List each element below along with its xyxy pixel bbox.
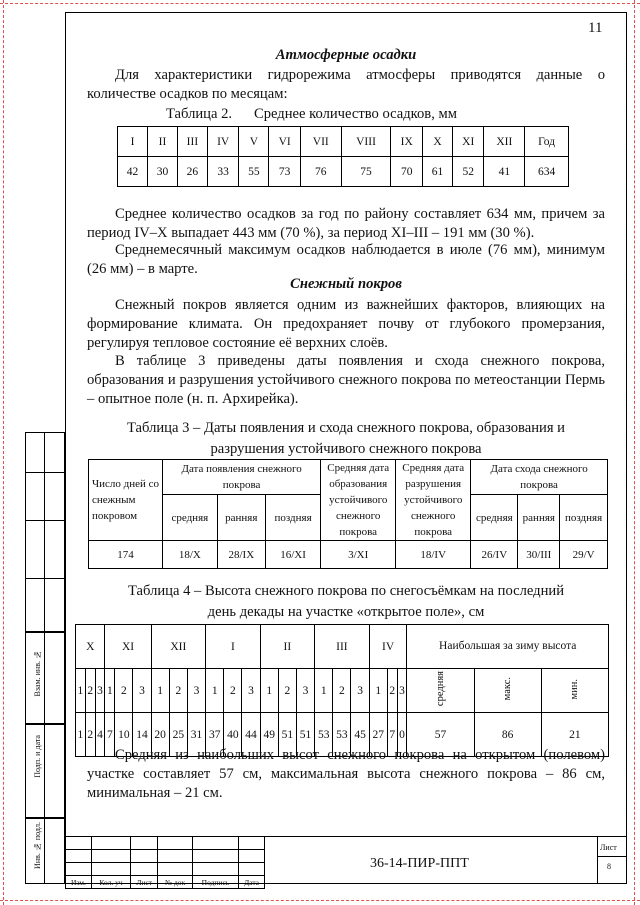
month-cell: I: [118, 127, 148, 157]
dashed-border-bottom: [0, 900, 640, 901]
tb-col-label: Кол. уч: [91, 876, 130, 889]
t4-decade: 2: [115, 669, 133, 713]
t3-sub: поздняя: [265, 495, 320, 541]
precip-para2: Среднемесячный максимум осадков наблюдается в июле (76 мм), минимум (26 мм) – в марте.: [87, 242, 605, 277]
t3-cell: 174: [89, 541, 163, 569]
t4-value: 14: [133, 713, 151, 757]
t4-value: 0: [397, 713, 407, 757]
snow-para1: Снежный покров является одним из важнейших факторов, влияющих на формирование климата. Он предохраняет почву от глубокого промерзания, регулируя тепловое состояние её верхних слоёв.: [87, 297, 605, 351]
snow-para2: В таблице 3 приведены даты появления и схода снежного покрова, образования и разрушения устойчивого снежного покрова по метеостанции Пермь – опытное поле (н. п. Архирейка).: [87, 353, 605, 407]
dashed-border-top: [0, 3, 640, 4]
side-rule: [25, 578, 65, 579]
t4-value: 44: [242, 713, 260, 757]
t4-decade: 2: [169, 669, 187, 713]
t3-cell: 18/X: [163, 541, 218, 569]
t3-data-row: [89, 541, 608, 569]
value-cell: 73: [269, 157, 301, 187]
table4-caption-line1: Таблица 4 – Высота снежного покрова по снегосъёмкам на последний: [127, 583, 565, 599]
t4-decade: 3: [351, 669, 369, 713]
side-label-replace: Взам. инв. №: [33, 650, 42, 697]
t4-decade: 1: [260, 669, 278, 713]
t4-largest-header: Наибольшая за зиму высота: [407, 625, 609, 669]
t3-sub: ранняя: [217, 495, 265, 541]
sheet-number: 8: [607, 862, 611, 871]
t4-decade: 3: [242, 669, 260, 713]
t4-month: XI: [105, 625, 151, 669]
t4-months-row: [76, 625, 609, 669]
t4-decade: 2: [278, 669, 296, 713]
t4-value: 25: [169, 713, 187, 757]
t3-sub: поздняя: [560, 495, 608, 541]
t4-value: 7: [105, 713, 115, 757]
tb-row: [66, 837, 265, 850]
snow-para3: Средняя из наибольших высот снежного покрова на открытом (полевом) участке составляет 57 см, максимальная высота снежного покрова – 86 см, минимальная – 21 см.: [87, 747, 605, 801]
t4-decade: 1: [315, 669, 333, 713]
t4-month: IV: [369, 625, 407, 669]
month-cell: VI: [269, 127, 301, 157]
t3-sub: средняя: [471, 495, 518, 541]
t4-value: 4: [95, 713, 105, 757]
t4-value: 53: [333, 713, 351, 757]
value-cell: 41: [484, 157, 525, 187]
month-cell: IX: [391, 127, 423, 157]
t4-stat-label: [474, 669, 541, 713]
side-label-sign: Подп. и дата: [33, 735, 42, 778]
precip-values-row: [118, 157, 569, 187]
t4-value: 1: [76, 713, 86, 757]
side-strip-3: [25, 818, 65, 884]
sheet-cell-rule: [597, 856, 627, 857]
t4-decade: 1: [76, 669, 86, 713]
t4-value: 7: [387, 713, 397, 757]
t3-cell: 28/IX: [217, 541, 265, 569]
t4-value: 53: [315, 713, 333, 757]
t4-month: I: [206, 625, 261, 669]
t3-cell: 30/III: [518, 541, 560, 569]
t4-decade: 3: [95, 669, 105, 713]
title-block-top-rule: [265, 836, 627, 837]
t3-cell: 26/IV: [471, 541, 518, 569]
tb-col-label: № док: [158, 876, 192, 889]
value-cell: 30: [147, 157, 177, 187]
t4-stat-value: 21: [541, 713, 608, 757]
t3-header-days: Число дней со снежным покровом: [89, 460, 163, 541]
t4-stat-max: макс.: [502, 677, 514, 701]
precip-para1: Среднее количество осадков за год по району составляет 634 мм, причем за период IV–X выпадает 443 мм (70 %), за период XI–III – 191 мм (30 %).: [87, 206, 605, 241]
t4-stat-avg: средняя: [435, 671, 446, 707]
side-strip-1: [25, 632, 65, 724]
t4-month: XII: [151, 625, 206, 669]
t4-decade: 1: [151, 669, 169, 713]
t4-value: 45: [351, 713, 369, 757]
t3-cell: 16/XI: [265, 541, 320, 569]
t3-header-form: Средняя дата образования устойчивого снежного покрова: [321, 460, 396, 541]
t4-decade: 1: [105, 669, 115, 713]
t4-value: 20: [151, 713, 169, 757]
tb-col-label: Изм.: [66, 876, 92, 889]
t3-header-appear: Дата появления снежного покрова: [163, 460, 321, 495]
month-cell: III: [177, 127, 207, 157]
month-cell: VII: [300, 127, 341, 157]
t3-header-melt: Дата схода снежного покрова: [471, 460, 608, 495]
value-cell: 61: [422, 157, 452, 187]
t4-value: 2: [85, 713, 95, 757]
t4-decade: 2: [333, 669, 351, 713]
t3-header-break: Средняя дата разрушения устойчивого снежного покрова: [396, 460, 471, 541]
t4-month: II: [260, 625, 315, 669]
table2-caption-num: Таблица 2.: [166, 106, 233, 122]
t4-decade: 2: [387, 669, 397, 713]
t4-value: 51: [278, 713, 296, 757]
sheet-label: Лист: [600, 843, 617, 852]
t3-sub: ранняя: [518, 495, 560, 541]
month-cell: Год: [525, 127, 569, 157]
tb-col-label: Лист: [131, 876, 158, 889]
side-rule: [25, 520, 65, 521]
month-cell: XI: [452, 127, 484, 157]
t4-value: 31: [187, 713, 205, 757]
value-cell: 42: [118, 157, 148, 187]
dashed-border-left: [3, 0, 4, 905]
precip-intro: Для характеристики гидрорежима атмосферы приводятся данные о количестве осадков по месяцам:: [87, 67, 605, 102]
value-cell: 55: [239, 157, 269, 187]
t4-decade: 3: [397, 669, 407, 713]
t4-value: 40: [224, 713, 242, 757]
t4-decade: 1: [206, 669, 224, 713]
t4-value: 10: [115, 713, 133, 757]
table2-caption-title: Среднее количество осадков, мм: [253, 106, 457, 122]
t4-stat-label: [541, 669, 608, 713]
value-cell: 26: [177, 157, 207, 187]
month-cell: V: [239, 127, 269, 157]
value-cell: 76: [300, 157, 341, 187]
t4-decade: 3: [187, 669, 205, 713]
page-number: 11: [588, 20, 603, 36]
table3-caption-line2: разрушения устойчивого снежного покрова: [210, 441, 482, 457]
month-cell: XII: [484, 127, 525, 157]
tb-row: [66, 863, 265, 876]
t4-decades-row: [76, 669, 609, 713]
document-code: 36-14-ПИР-ППТ: [370, 856, 469, 871]
side-strip-2: [25, 724, 65, 818]
t4-value: 27: [369, 713, 387, 757]
title-block-table: [65, 836, 265, 889]
tb-labels-row: [66, 876, 265, 889]
side-strip-top: [25, 432, 65, 632]
t4-decade: 3: [296, 669, 314, 713]
snow-height-table: [75, 624, 609, 757]
precip-heading: Атмосферные осадки: [275, 47, 417, 63]
table3-caption-line1: Таблица 3 – Даты появления и схода снежного покрова, образования и: [126, 420, 565, 436]
table4-caption-line2: день декады на участке «открытое поле», см: [207, 604, 485, 620]
dashed-border-right: [634, 0, 635, 905]
t4-decade: 3: [133, 669, 151, 713]
snow-dates-table: [88, 459, 608, 569]
side-divider: [44, 432, 45, 884]
month-cell: X: [422, 127, 452, 157]
t4-decade: 1: [369, 669, 387, 713]
t4-value: 37: [206, 713, 224, 757]
t3-cell: 18/IV: [396, 541, 471, 569]
t4-value: 49: [260, 713, 278, 757]
value-cell: 75: [341, 157, 391, 187]
t4-stat-value: 57: [407, 713, 474, 757]
month-cell: II: [147, 127, 177, 157]
t4-value: 51: [296, 713, 314, 757]
t4-month: III: [315, 625, 370, 669]
snow-heading: Снежный покров: [290, 276, 402, 292]
t4-stat-label: [407, 669, 474, 713]
precip-table: [117, 126, 569, 187]
t3-cell: 29/V: [560, 541, 608, 569]
side-label-inventory: Инв. № подл.: [33, 822, 42, 869]
t4-month: X: [76, 625, 105, 669]
t3-sub: средняя: [163, 495, 218, 541]
table2-caption: [166, 106, 457, 123]
tb-col-label: Дата: [239, 876, 265, 889]
t3-header-row1: [89, 460, 608, 495]
tb-col-label: Подпись: [192, 876, 238, 889]
side-rule: [25, 472, 65, 473]
month-cell: IV: [207, 127, 239, 157]
value-cell: 33: [207, 157, 239, 187]
value-cell: 52: [452, 157, 484, 187]
t4-stat-min: мин.: [569, 678, 581, 700]
tb-row: [66, 850, 265, 863]
precip-months-row: [118, 127, 569, 157]
month-cell: VIII: [341, 127, 391, 157]
value-cell: 634: [525, 157, 569, 187]
t3-cell: 3/XI: [321, 541, 396, 569]
t4-stat-value: 86: [474, 713, 541, 757]
t4-decade: 2: [85, 669, 95, 713]
value-cell: 70: [391, 157, 423, 187]
t4-decade: 2: [224, 669, 242, 713]
